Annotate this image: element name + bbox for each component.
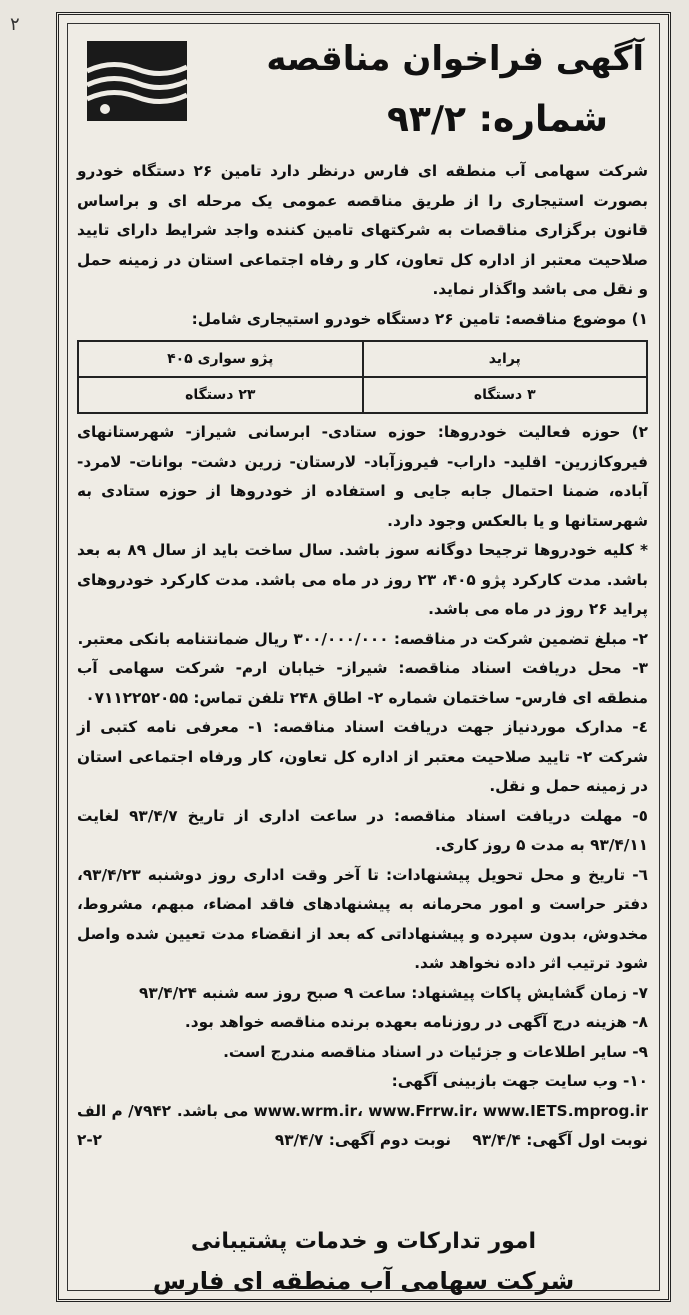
table-header-cell: پراید [363,341,648,377]
page-title: آگهی فراخوان مناقصه [266,39,644,79]
table-row [78,377,647,413]
websites-group [177,1097,648,1127]
second-publication: نوبت دوم آگهی: ۹۳/۴/۷ [274,1131,452,1149]
publication-dates [275,1126,648,1156]
tender-number: شماره: ۹۳/۲ [386,99,608,140]
item-document-location: ۳- محل دریافت اسناد مناقصه: شیراز- خیابان ارم- شرکت سهامی آب منطقه ای فارس- ساختمان شماره ۲- اطاق ۲۴۸ تلفن تماس: ۰۷۱۱۲۲۵۲۰۵۵ [77,659,648,707]
reference-code: ۷۹۴۲/ م الف [77,1101,172,1120]
advertisement-body [77,157,648,1156]
table-row [78,341,647,377]
intro-paragraph: شرکت سهامی آب منطقه ای فارس درنظر دارد تامین ۲۶ دستگاه خودرو بصورت استیجاری را از طریق مناقصه عمومی یک مرحله ای و براساس قانون برگزاری مناقصات به شرکتهای تامین کننده واجد شرایط دارای تایید صلاحیت معتبر از اداره کل تعاون، کار و رفاه اجتماعی استان در زمینه حمل و نقل می باشد واگذار نماید. [77,162,648,298]
table-header-cell: پژو سواری ۴۰۵ [78,341,363,377]
item-guarantee: ۲- مبلغ تضمین شرکت در مناقصه: ۳۰۰/۰۰۰/۰۰۰ ریال ضمانتنامه بانکی معتبر. [77,629,648,648]
vehicle-table [77,340,648,414]
item-deadline: ٥- مهلت دریافت اسناد مناقصه: در ساعت اداری از تاریخ ۹۳/۴/۷ لغایت ۹۳/۴/۱۱ به مدت ۵ روز کاری. [77,806,649,854]
item-2-area: ۲) حوزه فعالیت خودروها: حوزه ستادی- ابرسانی شیراز- شهرستانهای فیروکازرین- اقلید- داراب- فیروزآباد- لارستان- زرین دشت- بوانات- لامرد- آباده، ضمنا احتمال جابه جایی و استفاده از خودروها از حوزه ستادی به شهرستانها و یا بالعکس وجود دارد. [77,423,648,530]
first-publication: نوبت اول آگهی: ۹۳/۴/۴ [472,1131,648,1149]
footer-department: امور تدارکات و خدمات پشتیبانی [190,1229,537,1254]
page-marker: ۲ [10,14,20,35]
note-paragraph: * کلیه خودروها ترجیحا دوگانه سوز باشد. سال ساخت باید از سال ۸۹ به بعد باشد. مدت کارکرد پژو ۴۰۵، ۲۳ روز در ماه می باشد. مدت کارکرد خودروهای پراید ۲۶ روز در ماه می باشد. [77,541,649,618]
item-cost: ۸- هزینه درج آگهی در روزنامه بعهده برنده مناقصه خواهد بود. [184,1013,648,1031]
publication-code: ۲-۲ [77,1131,103,1149]
publication-line [77,1126,648,1156]
table-cell: ۳ دستگاه [363,377,648,413]
item-other-info: ۹- سایر اطلاعات و جزئیات در اسناد مناقصه مندرج است. [223,1042,648,1061]
websites-list: www.wrm.ir، www.Frrw.ir، www.IETS.mprog.ir [253,1101,648,1120]
item-opening: ۷- زمان گشایش پاکات پیشنهاد: ساعت ۹ صبح روز سه شنبه ۹۳/۴/۲۴ [139,983,648,1002]
websites-suffix: می باشد. [176,1101,249,1120]
item-required-documents: ٤- مدارک موردنیاز جهت دریافت اسناد مناقصه: ۱- معرفی نامه کتبی از شرکت ۲- تایید صلاحیت معتبر از اداره کل تعاون، کار ورفاه اجتماعی استان در زمینه حمل و نقل. [77,718,648,795]
item-submission: ٦- تاریخ و محل تحویل پیشنهادات: تا آخر وقت اداری روز دوشنبه ۹۳/۴/۲۳، دفتر حراست و امور محرمانه به پیشنهادهای فاقد امضاء، مبهم، مشروط، مخدوش، بدون سپرده و پیشنهاداتی که بعد از انقضاء مدت تعیین شده واصل شود ترتیب اثر داده نخواهد شد. [77,865,648,972]
websites-line [77,1097,648,1127]
footer-company: شرکت سهامی آب منطقه ای فارس [152,1267,575,1295]
item-1: ۱) موضوع مناقصه: تامین ۲۶ دستگاه خودرو استیجاری شامل: [191,309,648,328]
advertisement-frame [56,12,671,1302]
table-cell: ۲۳ دستگاه [78,377,363,413]
item-website-label: ۱۰- وب سایت جهت بازبینی آگهی: [391,1072,648,1090]
